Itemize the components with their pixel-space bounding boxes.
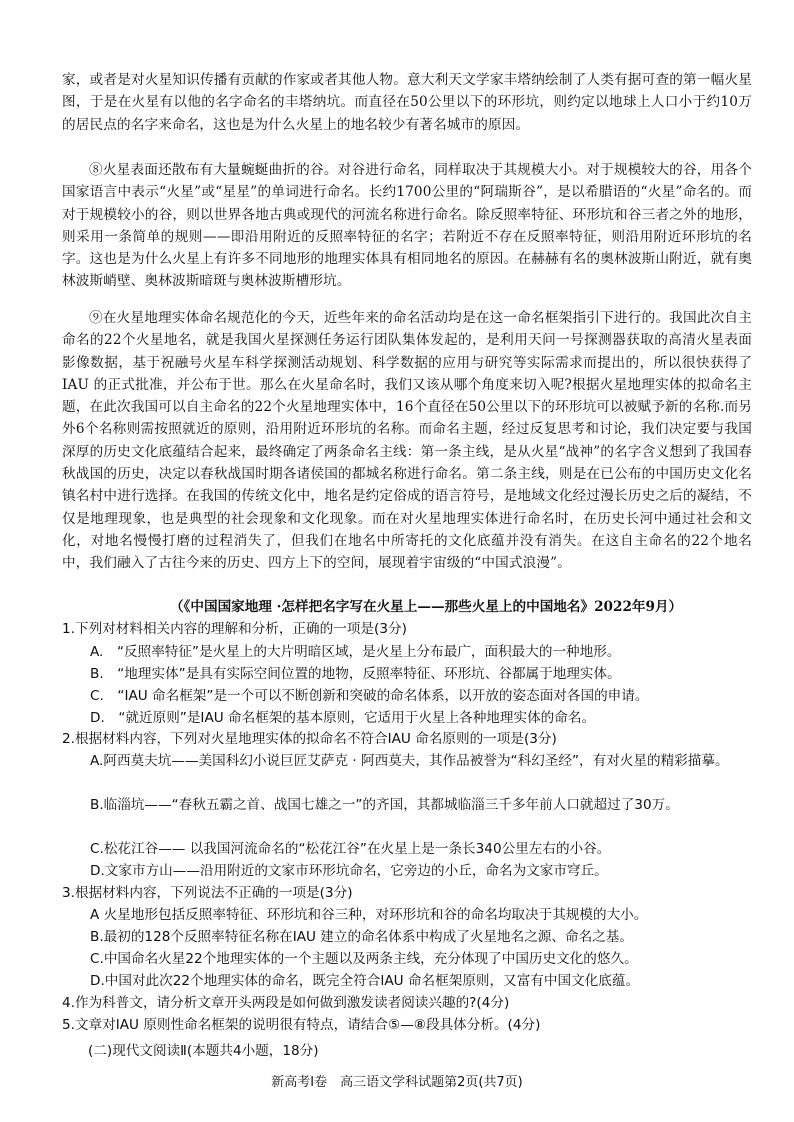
source-citation: （《中国国家地理 ·怎样把名字写在火星上——那些火星上的中国地名》2022年9月） (170, 599, 683, 615)
question-5-stem: 5.文章对IAU 原则性命名框架的说明很有特点，请结合⑤—⑧段具体分析。(4分) (62, 1017, 541, 1033)
paragraph-text: ⑧火星表面还散布有大量蜿蜒曲折的谷。对谷进行命名，同样取决于其规模大小。对于规模较大的谷，用各个国家语言中表示“火星”或“星星”的单词进行命名。长约1700公里的“阿瑞斯谷”，是以希腊语的“火星”命名的。而对于规模较小的谷，则以世界各地古典或现代的河流名称进行命名。除反照率特征、环形坑和谷三者之外的地形，则采用一条简单的规则——即沿用附近的反照率特征的名字；若附近不存在反照率特征，则沿用附近环形坑的名字。这也是为什么火星上有许多不同地形的地理实体具有相同地名的原因。在赫赫有名的奥林波斯山附近，就有奥林波斯峭壁、奥林波斯暗斑与奥林波斯槽形坑。 (62, 162, 752, 290)
question-1-option-a: A. “反照率特征”是火星上的大片明暗区域，是火星上分布最广，面积最大的一种地形。 (90, 644, 621, 660)
question-3-option-c: C.中国命名火星22个地理实体的一个主题以及两条主线，充分体现了中国历史文化的悠久。 (90, 951, 638, 967)
question-2-option-a: A.阿西莫夫坑——美国科幻小说巨匠艾萨克 · 阿西莫夫，其作品被誉为“科幻圣经”，有对火星的精彩描摹。 (90, 753, 729, 769)
question-2-option-b: B.临淄坑——“春秋五霸之首、战国七雄之一”的齐国，其都城临淄三千多年前人口就超过了30万。 (90, 797, 679, 813)
question-3-option-a: A 火星地形包括反照率特征、环形坑和谷三种，对环形坑和谷的命名均取决于其规模的大小。 (90, 907, 648, 923)
question-3-option-d: D.中国对此次22个地理实体的命名，既完全符合IAU 命名框架原则，又富有中国文化底蕴。 (90, 973, 640, 989)
question-1-option-b: B. “地理实体”是具有实际空间位置的地物，反照率特征、环形坑、谷都属于地理实体。 (90, 666, 621, 682)
question-3-stem: 3.根据材料内容，下列说法不正确的一项是(3分) (62, 885, 353, 901)
question-4-stem: 4.作为科普文，请分析文章开头两段是如何做到激发读者阅读兴趣的?(4分) (62, 995, 510, 1011)
passage-paragraph-8 (62, 159, 752, 293)
paragraph-text: 家，或者是对火星知识传播有贡献的作家或者其他人物。意大利天文学家丰塔纳绘制了人类有据可查的第一幅火星图，于是在火星有以他的名字命名的丰塔纳坑。而直径在50公里以下的环形坑，则约定以地球上人口小于约10万的居民点的名字来命名，这也是为什么火星上的地名较少有著名城市的原因。 (62, 72, 752, 133)
question-1-option-d: D. “就近原则”是IAU 命名框架的基本原则，它适用于火星上各种地理实体的命名。 (90, 710, 596, 726)
question-2-option-d: D.文家市方山——沿用附近的文家市环形坑命名，它旁边的小丘，命名为文家市穹丘。 (90, 863, 608, 879)
question-1-stem: 1.下列对材料相关内容的理解和分析，正确的一项是(3分) (62, 621, 407, 637)
question-1-option-c: C. “IAU 命名框架”是一个可以不断创新和突破的命名体系，以开放的姿态面对各国的申请。 (90, 688, 649, 704)
question-2-stem: 2.根据材料内容，下列对火星地理实体的拟命名不符合IAU 命名原则的一项是(3分) (62, 731, 557, 747)
page-footer: 新高考Ⅰ卷 高三语文学科试题第2页(共7页) (271, 1075, 523, 1090)
passage-paragraph-continued (62, 69, 752, 136)
section-heading: (二)现代文阅读Ⅱ(本题共4小题，18分) (88, 1043, 319, 1059)
question-3-option-b: B.最初的128个反照率特征名称在IAU 建立的命名体系中构成了火星地名之源、命名之基。 (90, 929, 633, 945)
question-2-option-c: C.松花江谷—— 以我国河流命名的“松花江谷”在火星上是一条长340公里左右的小谷。 (90, 841, 611, 857)
passage-paragraph-9 (62, 307, 752, 575)
paragraph-text: ⑨在火星地理实体命名规范化的今天，近些年来的命名活动均是在这一命名框架指引下进行的。我国此次自主命名的22个火星地名，就是我国火星探测任务运行团队集体发起的，是利用天问一号探测器获取的高清火星表面影像数据，基于祝融号火星车科学探测活动规划、科学数据的应用与研究等实际需求而提出的，所以很快获得了IAU 的正式批准，并公布于世。那么在火星命名时，我们又该从哪个角度来切入呢?根据火星地理实体的拟命名主题，在此次我国可以自主命名的22个火星地理实体中，16个直径在50公里以下的环形坑可以被赋予新的名称.而另外6个名称则需按照就近的原则，沿用附近环形坑的名称。而命名主题，经过反复思考和讨论，我们决定要与我国深厚的历史文化底蕴结合起来，最终确定了两条命名主线：第一条主线，是从火星“战神”的名字含义想到了我国春秋战国的历史，决定以春秋战国时期各诸侯国的都城名称进行命名。第二条主线，则是在已公布的中国历史文化名镇名村中进行选择。在我国的传统文化中，地名是约定俗成的语言符号，是地域文化经过漫长历史之后的凝结，不仅是地理现象，也是典型的社会现象和文化现象。而在对火星地理实体进行命名时，在历史长河中通过社会和文化，对地名慢慢打磨的过程消失了，但我们在地名中所寄托的文化底蕴并没有消失。在这自主命名的22个地名中，我们融入了古往今来的历史、四方上下的空间，展现着宇宙级的“中国式浪漫”。 (62, 310, 752, 572)
